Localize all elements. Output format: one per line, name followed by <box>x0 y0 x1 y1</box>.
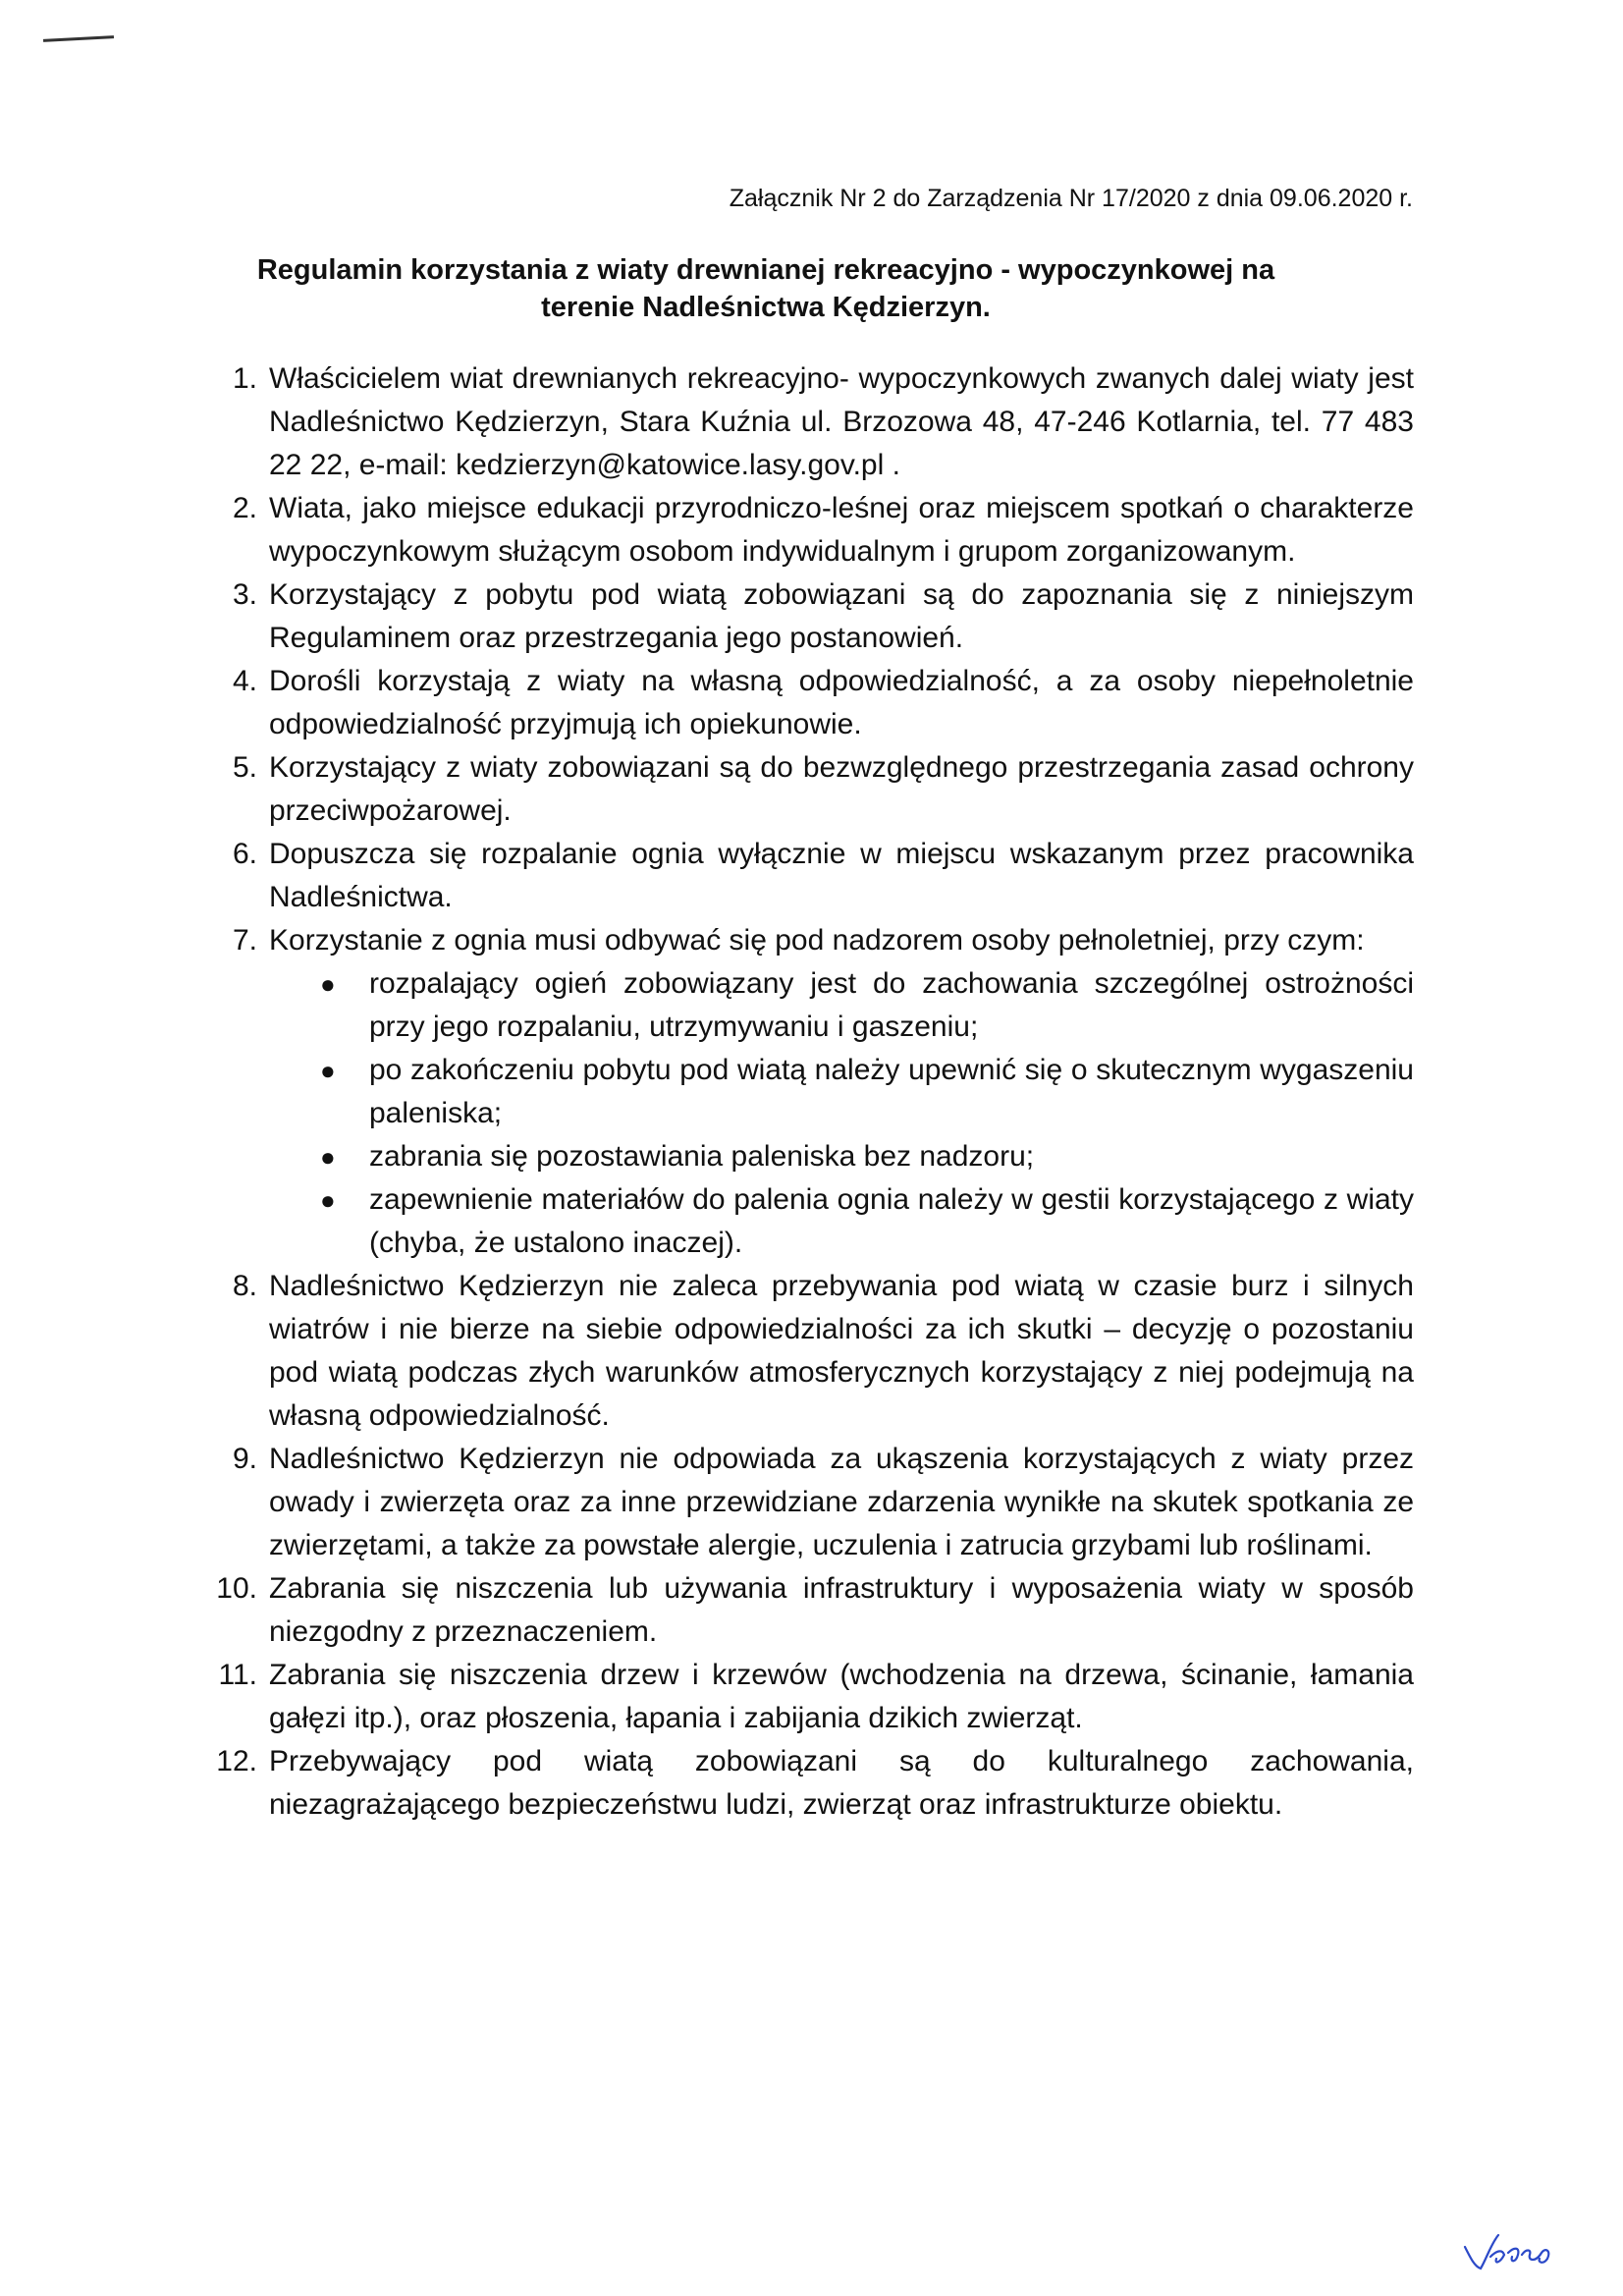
bullet-icon: ● <box>320 1185 336 1215</box>
sub-item-text: zapewnienie materiałów do palenia ognia należy w gestii korzystającego z wiaty (chyba, że ustalono inaczej). <box>369 1183 1414 1259</box>
rule-number: 7. <box>232 924 257 957</box>
rule-item <box>196 1438 1414 1567</box>
title-line-1: Regulamin korzystania z wiaty drewnianej rekreacyjno - wypoczynkowej na <box>256 254 1275 286</box>
rule-number: 5. <box>232 751 257 784</box>
rule-item <box>196 746 1414 833</box>
rule-text: Wiata, jako miejsce edukacji przyrodniczo-leśnej oraz miejscem spotkań o charakterze wypoczynkowym służącym osobom indywidualnym i grupom zorganizowanym. <box>269 492 1414 568</box>
rule-text: Dopuszcza się rozpalanie ognia wyłącznie w miejscu wskazanym przez pracownika Nadleśnictwa. <box>269 838 1414 913</box>
handwritten-signature-icon <box>1461 2229 1555 2272</box>
sub-item-text: rozpalający ogień zobowiązany jest do zachowania szczególnej ostrożności przy jego rozpalaniu, utrzymywaniu i gaszeniu; <box>369 967 1414 1043</box>
rule-body <box>269 919 1414 1265</box>
sub-item <box>320 962 1414 1049</box>
rule-text: Zabrania się niszczenia drzew i krzewów (wchodzenia na drzewa, ścinanie, łamania gałęzi itp.), oraz płoszenia, łapania i zabijania dzikich zwierząt. <box>269 1659 1414 1734</box>
rule-number: 9. <box>232 1443 257 1475</box>
sub-item <box>320 1135 1414 1178</box>
rule-number: 6. <box>232 838 257 870</box>
rule-text: Dorośli korzystają z wiaty na własną odpowiedzialność, a za osoby niepełnoletnie odpowiedzialność przyjmują ich opiekunowie. <box>269 665 1414 740</box>
rule-item <box>196 660 1414 746</box>
rule-number: 3. <box>232 578 257 611</box>
rule-text: Korzystający z pobytu pod wiatą zobowiązani są do zapoznania się z niniejszym Regulaminem oraz przestrzegania jego postanowień. <box>269 578 1414 654</box>
rule-text: Korzystanie z ognia musi odbywać się pod nadzorem osoby pełnoletniej, przy czym: <box>269 924 1365 957</box>
title-line-2: terenie Nadleśnictwa Kędzierzyn. <box>541 292 991 323</box>
sub-item <box>320 1049 1414 1135</box>
rule-text: Korzystający z wiaty zobowiązani są do bezwzględnego przestrzegania zasad ochrony przeciwpożarowej. <box>269 751 1414 827</box>
document-title <box>177 251 1355 326</box>
rule-number: 8. <box>232 1270 257 1302</box>
sub-item-text: po zakończeniu pobytu pod wiatą należy upewnić się o skutecznym wygaszeniu paleniska; <box>369 1054 1414 1129</box>
sub-item-text: zabrania się pozostawiania paleniska bez nadzoru; <box>369 1140 1035 1173</box>
rule-item <box>196 357 1414 487</box>
bullet-icon: ● <box>320 969 336 999</box>
bullet-icon: ● <box>320 1142 336 1172</box>
sub-item <box>320 1178 1414 1265</box>
rule-number: 4. <box>232 665 257 697</box>
rule-item <box>196 574 1414 660</box>
rule-number: 2. <box>232 492 257 524</box>
rules-list <box>196 357 1414 1827</box>
rule-item <box>196 1654 1414 1740</box>
rule-item <box>196 487 1414 574</box>
rule-text: Zabrania się niszczenia lub używania infrastruktury i wyposażenia wiaty w sposób niezgodny z przeznaczeniem. <box>269 1572 1414 1648</box>
rule-item <box>196 919 1414 1265</box>
rule-number: 10. <box>216 1572 257 1605</box>
attachment-reference: Załącznik Nr 2 do Zarządzenia Nr 17/2020 z dnia 09.06.2020 r. <box>729 185 1413 212</box>
rule-text: Właścicielem wiat drewnianych rekreacyjno- wypoczynkowych zwanych dalej wiaty jest Nadleśnictwo Kędzierzyn, Stara Kuźnia ul. Brzozowa 48, 47-246 Kotlarnia, tel. 77 483 22 22, e-mail: kedzierzyn@katowice.lasy.gov.pl . <box>269 362 1414 481</box>
bullet-icon: ● <box>320 1056 336 1085</box>
scan-mark <box>43 35 114 42</box>
rule-number: 11. <box>218 1659 257 1691</box>
rule-text: Przebywający pod wiatą zobowiązani są do kulturalnego zachowania, niezagrażającego bezpieczeństwu ludzi, zwierząt oraz infrastrukturze obiektu. <box>269 1745 1414 1821</box>
rule-number: 1. <box>232 362 257 395</box>
rule-item <box>196 1740 1414 1827</box>
rule-number: 12. <box>216 1745 257 1777</box>
rule-text: Nadleśnictwo Kędzierzyn nie odpowiada za ukąszenia korzystających z wiaty przez owady i zwierzęta oraz za inne przewidziane zdarzenia wynikłe na skutek spotkania ze zwierzętami, a także za powstałe alergie, uczulenia i zatrucia grzybami lub roślinami. <box>269 1443 1414 1561</box>
fire-rules-sublist <box>269 962 1414 1265</box>
rule-text: Nadleśnictwo Kędzierzyn nie zaleca przebywania pod wiatą w czasie burz i silnych wiatrów i nie bierze na siebie odpowiedzialności za ich skutki – decyzję o pozostaniu pod wiatą podczas złych warunków atmosferycznych korzystający z niej podejmują na własną odpowiedzialność. <box>269 1270 1414 1432</box>
rule-item <box>196 833 1414 919</box>
rule-item <box>196 1265 1414 1438</box>
rule-item <box>196 1567 1414 1654</box>
